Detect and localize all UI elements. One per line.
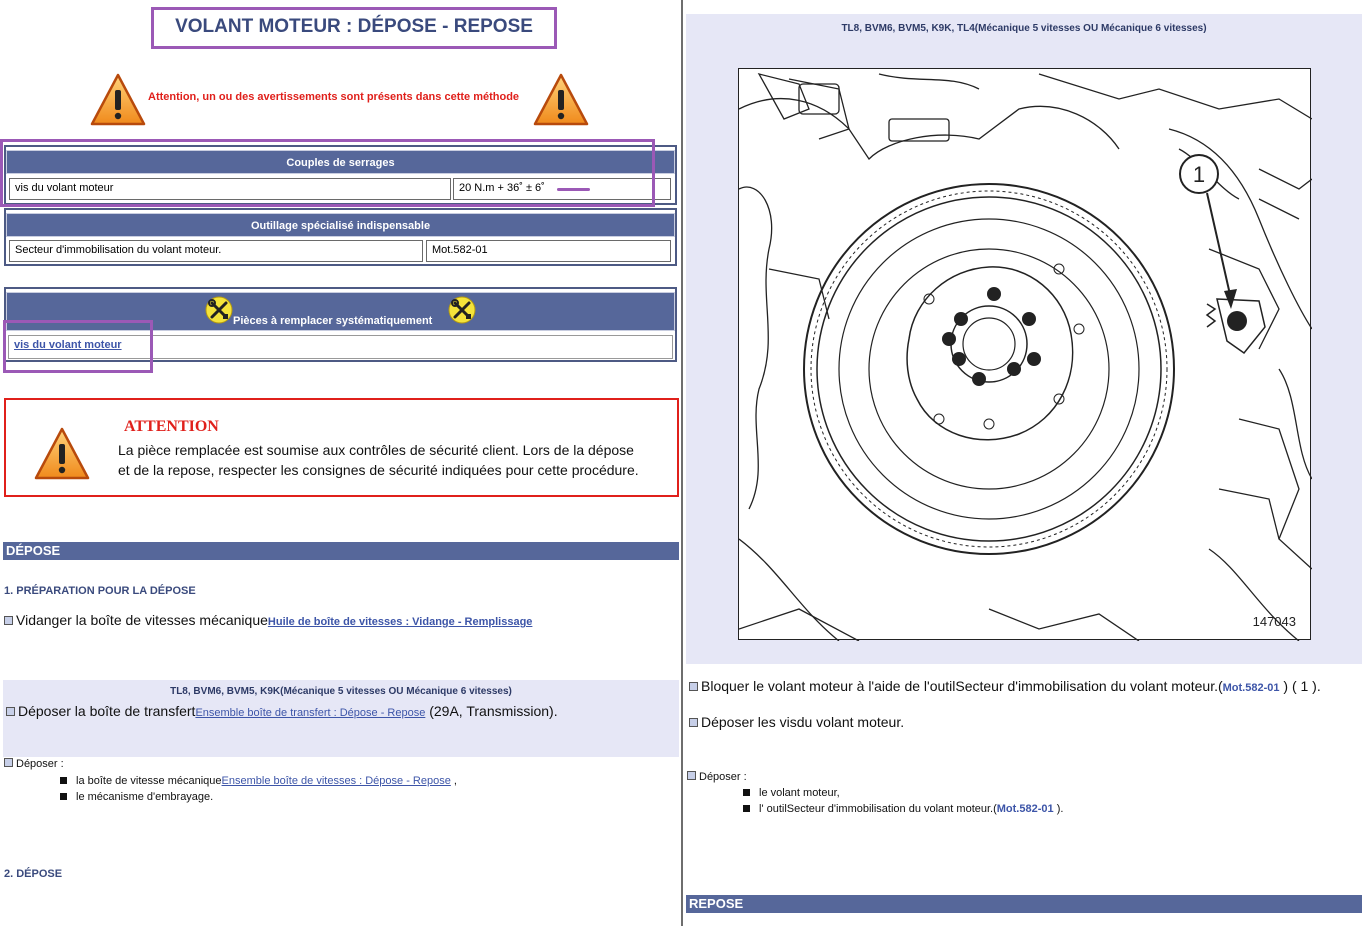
attention-title: ATTENTION — [124, 418, 219, 435]
warning-icon — [533, 72, 589, 128]
callout-label: 1 — [1192, 162, 1206, 187]
label-text: Déposer : — [699, 771, 747, 783]
tool-ref-cell: Mot.582-01 — [426, 240, 671, 262]
tool-name-cell: Secteur d'immobilisation du volant moteur. — [9, 240, 423, 262]
right-deposer-label — [687, 771, 747, 783]
step-suffix: ) ( 1 ). — [1283, 678, 1321, 694]
depose-step-1 — [4, 612, 532, 628]
square-bullet-icon — [743, 805, 750, 812]
bullet-icon — [6, 707, 15, 716]
warning-icon — [90, 72, 146, 128]
deposer-label — [4, 758, 64, 770]
tools-icon — [205, 296, 233, 324]
step-suffix: (29A, Transmission). — [429, 703, 558, 719]
tools-table-header: Outillage spécialisé indispensable — [6, 213, 675, 237]
tools-icon — [448, 296, 476, 324]
warning-text: Attention, un ou des avertissements sont présents dans cette méthode — [148, 91, 520, 103]
step-text: Vidanger la boîte de vitesses mécanique — [16, 612, 268, 628]
right-sub-2 — [743, 803, 1063, 815]
step-text: Déposer la boîte de transfert — [18, 703, 196, 719]
bullet-icon — [4, 758, 13, 767]
step-text: Bloquer le volant moteur à l'aide de l'outilSecteur d'immobilisation du volant moteur.( — [701, 678, 1223, 694]
warning-icon — [34, 426, 90, 482]
flywheel-figure — [738, 68, 1311, 640]
sub-text: l' outilSecteur d'immobilisation du volant moteur.( — [759, 803, 997, 815]
right-step-2 — [689, 714, 904, 730]
page-title: VOLANT MOTEUR : DÉPOSE - REPOSE — [175, 16, 533, 37]
bullet-icon — [689, 682, 698, 691]
sub-suffix: , — [453, 775, 457, 787]
label-text: Déposer : — [16, 758, 64, 770]
repose-section-bar: REPOSE — [686, 895, 1362, 913]
square-bullet-icon — [743, 789, 750, 796]
depose-sub-1 — [60, 775, 457, 787]
torque-value-cell: 20 N.m + 36˚ ± 6˚ — [453, 178, 671, 200]
depose-title: 2. DÉPOSE — [4, 868, 63, 880]
torque-part-cell: vis du volant moteur — [9, 178, 451, 200]
right-steps-panel — [686, 662, 1362, 752]
right-step-1 — [689, 678, 1321, 694]
variant-title: TL8, BVM6, BVM5, K9K(Mécanique 5 vitesses OU Mécanique 6 vitesses) — [170, 686, 512, 697]
column-divider — [681, 0, 683, 926]
square-bullet-icon — [60, 777, 67, 784]
step-text: Déposer les visdu volant moteur. — [701, 714, 905, 730]
bullet-icon — [687, 771, 696, 780]
sub-text: la boîte de vitesse mécanique — [76, 775, 222, 787]
square-bullet-icon — [60, 793, 67, 800]
bullet-icon — [689, 718, 698, 727]
depose-sub-2 — [60, 791, 213, 803]
torque-table-header: Couples de serrages — [6, 150, 675, 174]
parts-highlight — [3, 320, 153, 373]
torque-highlight — [0, 139, 655, 207]
step-link[interactable]: Ensemble boîte de transfert : Dépose - Repose — [195, 707, 426, 719]
sub-link[interactable]: Ensemble boîte de vitesses : Dépose - Repose — [221, 775, 451, 787]
attention-line-2: et de la repose, respecter les consignes de sécurité indiquées pour cette procédure. — [118, 462, 639, 478]
sub-suffix: ). — [1056, 803, 1064, 815]
tool-ref-link[interactable]: Mot.582-01 — [996, 803, 1054, 815]
attention-text — [118, 440, 670, 480]
bullet-icon — [4, 616, 13, 625]
right-sub-1 — [743, 787, 840, 799]
tool-ref-link[interactable]: Mot.582-01 — [1222, 682, 1280, 694]
prep-title: 1. PRÉPARATION POUR LA DÉPOSE — [4, 585, 196, 597]
depose-section-bar: DÉPOSE — [3, 542, 679, 560]
attention-line-1: La pièce remplacée est soumise aux contrôles de sécurité client. Lors de la dépose — [118, 442, 634, 458]
sub-text: le mécanisme d'embrayage. — [76, 791, 214, 803]
figure-number: 147043 — [1252, 614, 1296, 629]
depose-step-2 — [6, 703, 558, 719]
parts-table-title: Pièces à remplacer systématiquement — [233, 315, 433, 327]
right-variant-title: TL8, BVM6, BVM5, K9K, TL4(Mécanique 5 vitesses OU Mécanique 6 vitesses) — [841, 23, 1207, 34]
step-link[interactable]: Huile de boîte de vitesses : Vidange - Remplissage — [267, 616, 533, 628]
flywheel-diagram — [739, 69, 1312, 641]
sub-text: le volant moteur, — [759, 787, 840, 799]
parts-item-link[interactable]: vis du volant moteur — [14, 339, 122, 351]
